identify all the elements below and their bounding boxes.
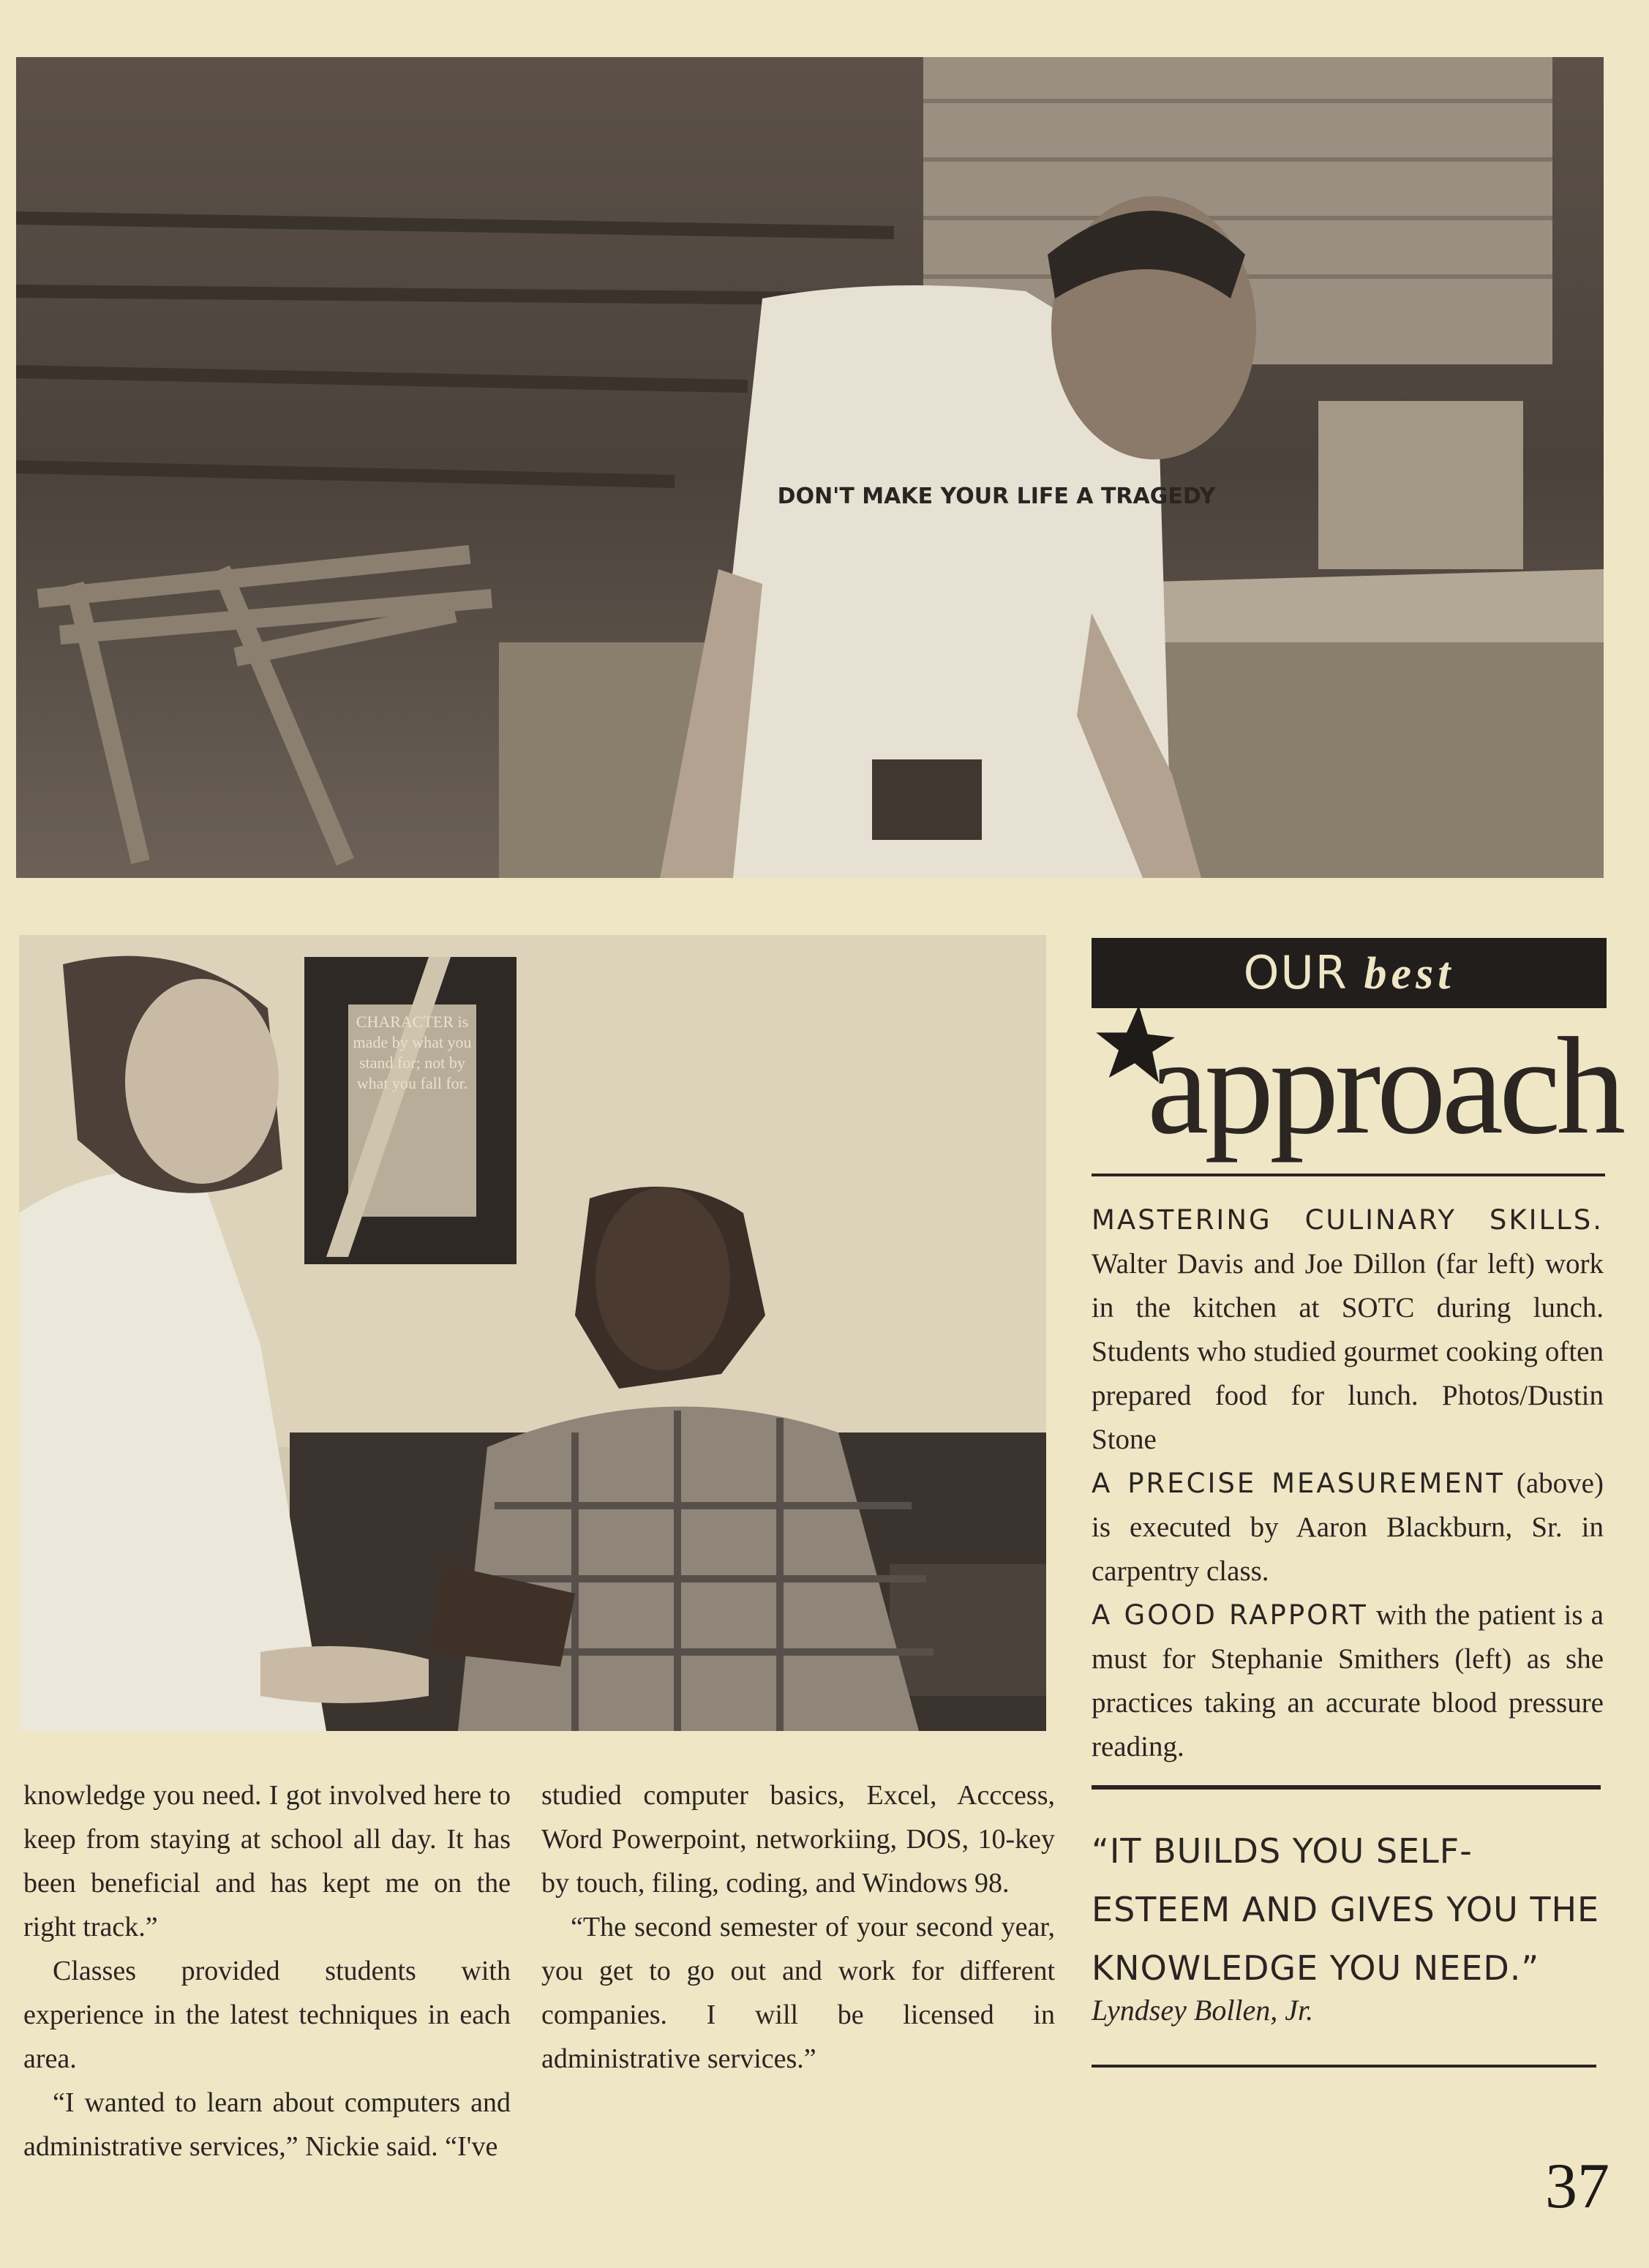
caption-text: Walter Davis and Joe Dillon (far left) work in the kitchen at SOTC during lunch. Students who studied gourmet cooking often prepared food for lunch. Photos/Dustin Stone (1092, 1248, 1604, 1455)
nursing-photo (19, 935, 1046, 1731)
poster-text: CHARACTER is made by what you stand for; not by what you fall for. (353, 1013, 472, 1092)
header-band (1092, 938, 1607, 1008)
page-number: 37 (1545, 2151, 1609, 2222)
divider (1092, 2065, 1596, 2068)
body-paragraph: “The second semester of your second year, you get to go out and work for different companies. I will be licensed in administrative services.” (541, 1912, 1055, 2074)
body-paragraph: knowledge you need. I got involved here to keep from staying at school all day. It has been beneficial and has kept me on the right track.” (23, 1780, 511, 1942)
caption-lead: A GOOD RAPPORT (1092, 1599, 1368, 1631)
photo-captions (1092, 1198, 1604, 1769)
caption-lead: A PRECISE MEASUREMENT (1092, 1468, 1505, 1499)
caption-text: (above) is executed by Aaron Blackburn, Sr. in carpentry class. (1092, 1468, 1604, 1587)
body-paragraph: “I wanted to learn about computers and administrative services,” Nickie said. “I've (23, 2087, 511, 2162)
body-column-middle (541, 1773, 1055, 2081)
body-column-left (23, 1773, 511, 2169)
divider (1092, 1174, 1605, 1176)
shirt-text: DON'T MAKE YOUR LIFE A TRAGEDY (777, 484, 1216, 509)
caption-text: with the patient is a must for Stephanie Smithers (left) as she practices taking an accurate blood pressure reading. (1092, 1599, 1604, 1762)
caption (1092, 1593, 1604, 1769)
pull-quote: “IT BUILDS YOU SELF-ESTEEM AND GIVES YOU THE KNOWLEDGE YOU NEED.” (1092, 1831, 1600, 1988)
body-paragraph: Classes provided students with experience in the latest techniques in each area. (23, 1956, 511, 2074)
header-band-emphasis: best (1364, 949, 1455, 999)
caption-lead: MASTERING CULINARY SKILLS. (1092, 1204, 1604, 1236)
header-band-word: OUR (1243, 946, 1348, 999)
caption (1092, 1462, 1604, 1593)
body-paragraph: studied computer basics, Excel, Acccess, Word Powerpoint, networkiing, DOS, 10-key by touch, filing, coding, and Windows 98. (541, 1780, 1055, 1899)
divider (1092, 1785, 1601, 1790)
headword: approach (1147, 1010, 1622, 1163)
pull-quote-attribution: Lyndsey Bollen, Jr. (1092, 1994, 1314, 2027)
carpentry-photo (16, 57, 1604, 878)
caption (1092, 1198, 1604, 1462)
